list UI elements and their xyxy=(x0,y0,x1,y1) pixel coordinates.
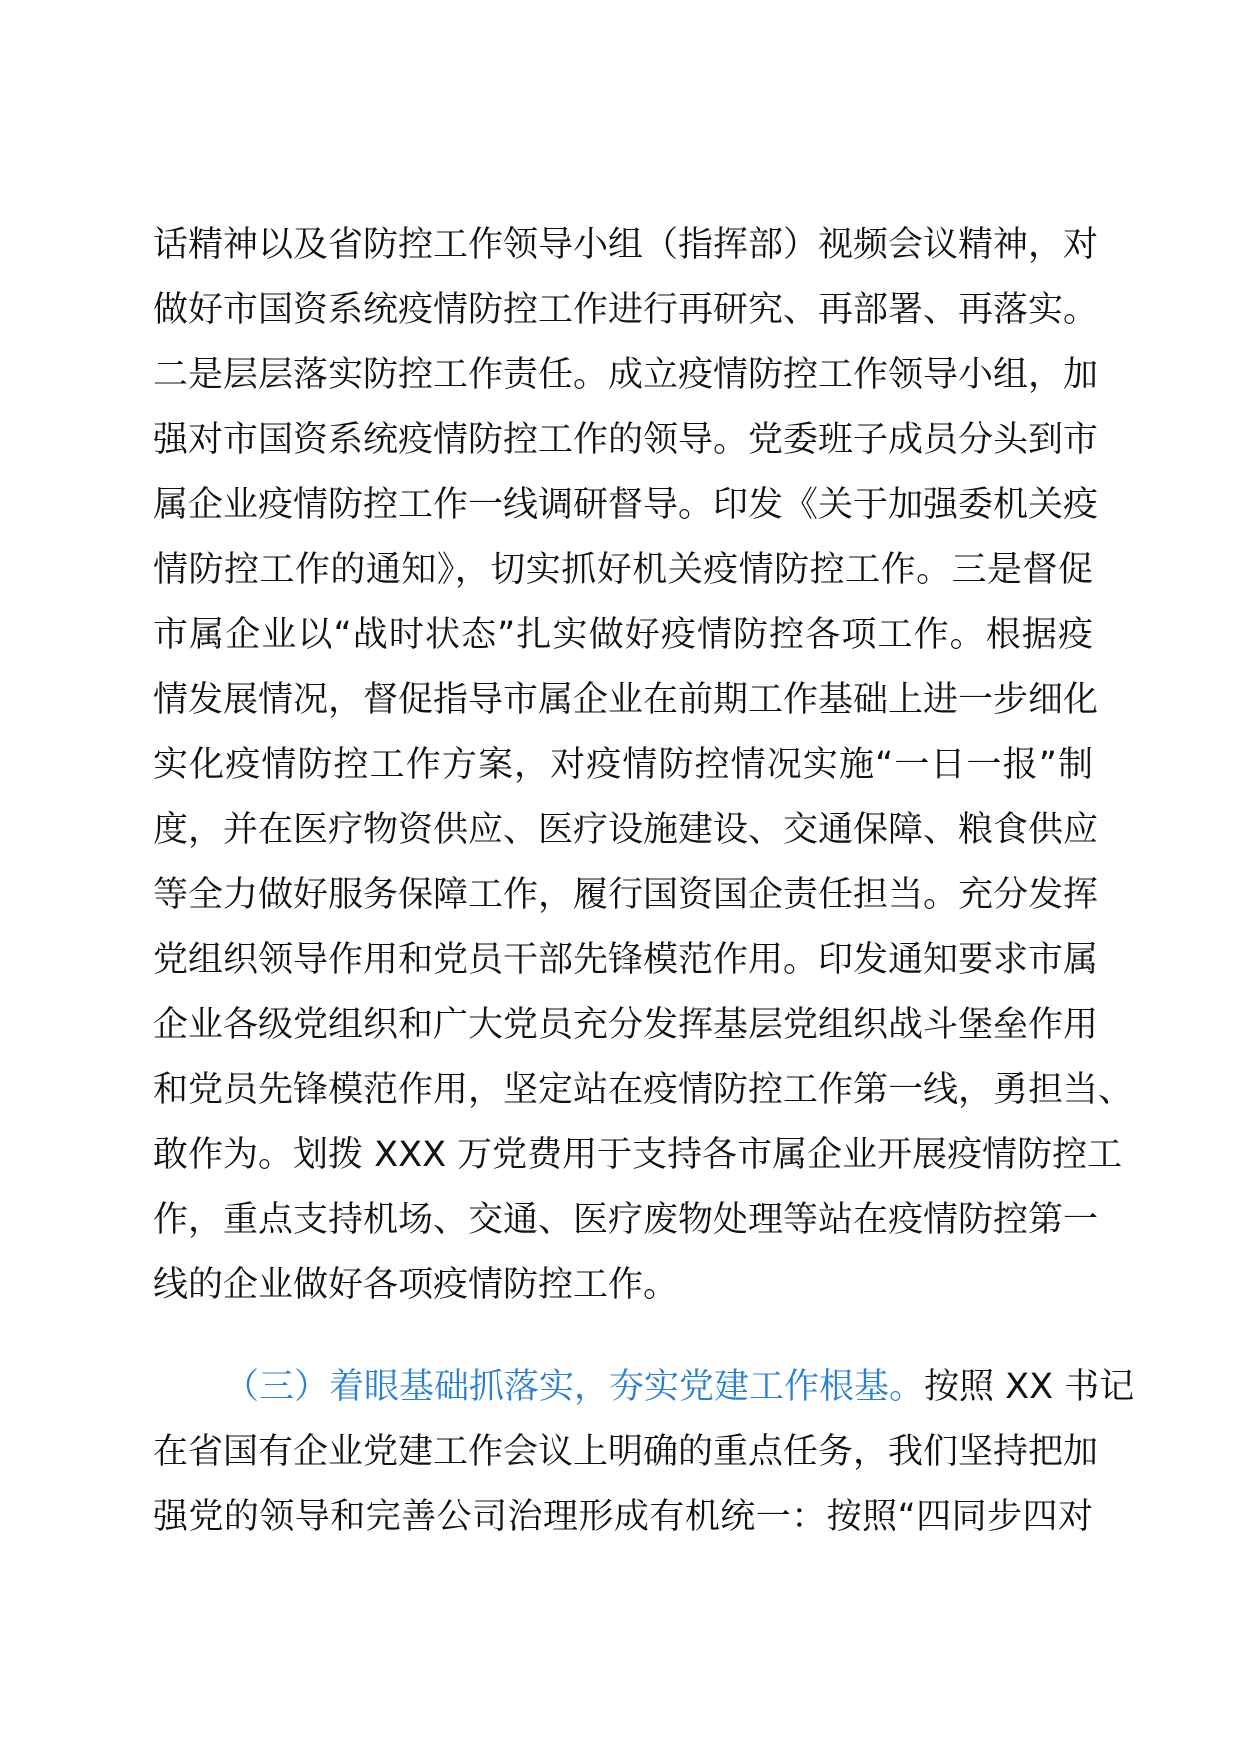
paragraph-2 xyxy=(153,1355,1135,1550)
text-line: 话精神以及省防控工作领导小组（指挥部）视频会议精神，对 xyxy=(153,225,1099,265)
text-line: 属企业疫情防控工作一线调研督导。印发《关于加强委机关疫 xyxy=(153,485,1099,525)
text-line: 党组织领导作用和党员干部先锋模范作用。印发通知要求市属 xyxy=(153,940,1099,980)
paragraph-1 xyxy=(153,213,1134,1318)
text-line: 线的企业做好各项疫情防控工作。 xyxy=(153,1265,679,1305)
text-line: 强对市国资系统疫情防控工作的领导。党委班子成员分头到市 xyxy=(153,420,1099,460)
text-line: 强党的领导和完善公司治理形成有机统一：按照“四同步四对 xyxy=(153,1497,1093,1537)
text-line: 度，并在医疗物资供应、医疗设施建设、交通保障、粮食供应 xyxy=(153,810,1099,850)
text-line: 二是层层落实防控工作责任。成立疫情防控工作领导小组，加 xyxy=(153,355,1099,395)
text-line: 企业各级党组织和广大党员充分发挥基层党组织战斗堡垒作用 xyxy=(153,1005,1099,1045)
text-line: 敢作为。划拨 XXX 万党费用于支持各市属企业开展疫情防控工 xyxy=(153,1135,1123,1175)
text-line: 市属企业以“战时状态”扎实做好疫情防控各项工作。根据疫 xyxy=(153,615,1093,655)
text-line: 等全力做好服务保障工作，履行国资国企责任担当。充分发挥 xyxy=(153,875,1099,915)
text-line: 情发展情况，督促指导市属企业在前期工作基础上进一步细化 xyxy=(153,680,1099,720)
paragraph-gap xyxy=(153,1318,1093,1355)
text-line: 在省国有企业党建工作会议上明确的重点任务，我们坚持把加 xyxy=(153,1432,1099,1472)
document-body xyxy=(153,213,1135,1550)
text-line: 作，重点支持机场、交通、医疗废物处理等站在疫情防控第一 xyxy=(153,1200,1099,1240)
text-line: 做好市国资系统疫情防控工作进行再研究、再部署、再落实。 xyxy=(153,290,1099,330)
heading-line-rest: 按照 XX 书记 xyxy=(924,1367,1135,1407)
text-line: 实化疫情防控工作方案，对疫情防控情况实施“一日一报”制 xyxy=(153,745,1093,785)
text-line: 和党员先锋模范作用，坚定站在疫情防控工作第一线，勇担当、 xyxy=(153,1070,1134,1110)
section-heading: （三）着眼基础抓落实，夯实党建工作根基。 xyxy=(224,1367,925,1407)
text-line: 情防控工作的通知》，切实抓好机关疫情防控工作。三是督促 xyxy=(153,550,1093,590)
text-line xyxy=(153,1355,1135,1420)
